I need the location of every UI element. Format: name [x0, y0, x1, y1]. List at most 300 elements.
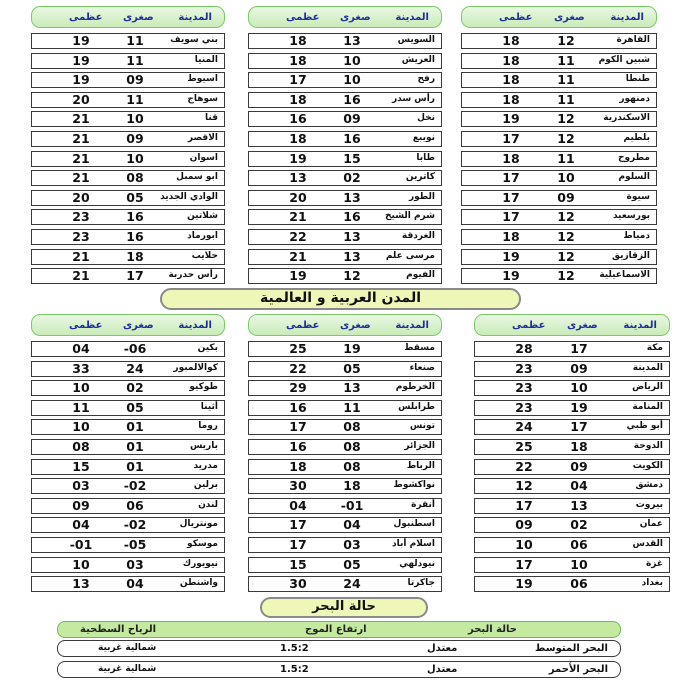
min-temp: 09 [557, 189, 575, 205]
max-temp: 29 [289, 380, 307, 396]
min-temp: 05 [343, 556, 361, 572]
max-temp: 24 [515, 419, 533, 435]
city-name: طرابلس [398, 401, 435, 412]
max-temp: 33 [72, 360, 90, 376]
table-header [31, 314, 225, 336]
table-row [248, 557, 442, 573]
max-temp: 20 [289, 189, 307, 205]
table-row [31, 498, 225, 514]
sea-title: حالة البحر [260, 597, 428, 618]
min-temp: 09 [343, 111, 361, 127]
table-row [31, 419, 225, 435]
min-temp: 02 [570, 517, 588, 533]
city-name: روما [198, 421, 218, 432]
max-temp: 16 [289, 438, 307, 454]
min-temp: 11 [557, 72, 575, 88]
city-name: أبو ظبي [626, 421, 663, 432]
table-row [474, 576, 670, 592]
max-temp: 18 [289, 33, 307, 48]
max-temp: 23 [72, 209, 90, 225]
sea-wind: شمالية غربية [98, 664, 157, 674]
table-row [248, 576, 442, 592]
min-temp: 12 [343, 268, 361, 284]
table-row [31, 229, 225, 245]
max-temp: 12 [515, 478, 533, 494]
table-row [31, 72, 225, 88]
max-temp: 19 [289, 150, 307, 166]
min-temp: 03 [343, 536, 361, 552]
city-name: حلايب [191, 250, 218, 261]
max-temp: 17 [502, 209, 520, 225]
max-temp: 21 [72, 268, 90, 284]
min-temp: 06 [570, 576, 588, 592]
header-city: المدينة [395, 320, 429, 331]
city-name: بغداد [641, 578, 663, 589]
max-temp: 10 [72, 419, 90, 435]
sea-wave: 1.5:2 [280, 643, 309, 654]
sea-row-red-sea [57, 661, 621, 678]
table-row [248, 341, 442, 357]
max-temp: 21 [72, 150, 90, 166]
min-temp: 11 [557, 91, 575, 107]
table-row [461, 170, 657, 186]
min-temp: -05 [123, 536, 147, 552]
city-name: أثينا [200, 401, 218, 412]
min-temp: 24 [343, 576, 361, 592]
sea-row-mediterranean [57, 640, 621, 657]
city-name: الطور [408, 191, 435, 202]
max-temp: 04 [289, 497, 307, 513]
city-name: الزقازيق [611, 250, 650, 261]
header-min: صغرى [554, 12, 585, 23]
header-max: عظمى [286, 320, 320, 331]
max-temp: 13 [72, 576, 90, 592]
min-temp: 10 [126, 150, 144, 166]
table-row [461, 111, 657, 127]
city-name: شبين الكوم [598, 54, 650, 65]
city-name: تونس [409, 421, 435, 432]
city-name: أنقرة [411, 499, 435, 510]
max-temp: 18 [502, 150, 520, 166]
table-row [461, 229, 657, 245]
city-name: بيروت [635, 499, 663, 510]
min-temp: 09 [570, 360, 588, 376]
city-name: ابو سمبل [176, 172, 218, 183]
sea-name: البحر الأحمر [548, 664, 608, 675]
table-row [248, 151, 442, 167]
city-name: اسوان [189, 152, 218, 163]
max-temp: 10 [72, 556, 90, 572]
max-temp: 10 [72, 380, 90, 396]
city-name: دمياط [623, 230, 650, 241]
min-temp: 17 [570, 341, 588, 356]
city-name: اسلام أباد [392, 538, 435, 549]
city-name: بني سويف [170, 35, 218, 45]
min-temp: 13 [343, 248, 361, 264]
max-temp: 18 [502, 72, 520, 88]
city-name: رأس حدربة [168, 270, 218, 281]
max-temp: 15 [289, 556, 307, 572]
table-row [31, 131, 225, 147]
header-min: صغرى [340, 320, 371, 331]
min-temp: 13 [343, 189, 361, 205]
min-temp: 18 [343, 478, 361, 494]
table-row [31, 537, 225, 553]
sea-state: معتدل [427, 664, 458, 675]
sea-header-state: حالة البحر [468, 624, 517, 635]
city-name: شلاتين [187, 211, 218, 222]
city-name: نواكشوط [393, 480, 435, 491]
min-temp: 13 [343, 228, 361, 244]
table-row [461, 92, 657, 108]
table-header [461, 6, 657, 28]
city-name: الخرطوم [395, 382, 435, 393]
max-temp: 17 [502, 130, 520, 146]
city-name: طابا [416, 152, 435, 163]
city-name: المدينة [632, 362, 663, 373]
min-temp: 06 [570, 536, 588, 552]
table-row [474, 380, 670, 396]
max-temp: 19 [502, 248, 520, 264]
city-name: لندن [198, 499, 218, 510]
min-temp: 19 [343, 341, 361, 356]
sea-header-wind: الرياح السطحية [80, 624, 157, 635]
table-row [474, 419, 670, 435]
min-temp: 04 [343, 517, 361, 533]
max-temp: 19 [72, 72, 90, 88]
min-temp: 16 [126, 228, 144, 244]
min-temp: 11 [557, 52, 575, 68]
city-name: قنا [205, 113, 218, 124]
max-temp: 19 [502, 111, 520, 127]
table-row [31, 33, 225, 49]
table-row [248, 190, 442, 206]
city-name: القاهرة [616, 35, 650, 45]
city-name: برلين [193, 480, 218, 491]
min-temp: 10 [126, 111, 144, 127]
max-temp: 23 [515, 399, 533, 415]
sea-wind: شمالية غربية [98, 643, 157, 653]
min-temp: 06 [126, 497, 144, 513]
city-name: الوادي الجديد [160, 191, 218, 202]
max-temp: 19 [515, 576, 533, 592]
city-name: رأس سدر [391, 93, 435, 104]
min-temp: 01 [126, 419, 144, 435]
min-temp: 10 [570, 380, 588, 396]
min-temp: -06 [123, 341, 147, 356]
table-world-middle [248, 314, 442, 596]
sea-header-wave: ارتفاع الموج [305, 624, 367, 635]
city-name: الجزائر [404, 440, 435, 451]
min-temp: 16 [343, 91, 361, 107]
max-temp: 18 [502, 52, 520, 68]
city-name: مكة [646, 343, 663, 353]
table-row [31, 517, 225, 533]
city-name: مونتريال [179, 519, 218, 530]
min-temp: 08 [343, 458, 361, 474]
table-row [31, 249, 225, 265]
sea-header [57, 621, 621, 638]
header-city: المدينة [178, 12, 212, 23]
table-row [248, 268, 442, 284]
city-name: اسيوط [187, 74, 218, 85]
min-temp: 17 [570, 419, 588, 435]
table-world-left [31, 314, 225, 596]
max-temp: 22 [289, 228, 307, 244]
min-temp: 10 [343, 72, 361, 88]
city-name: كوالالمبور [173, 362, 218, 373]
table-egypt-middle [248, 6, 442, 288]
table-header [248, 6, 442, 28]
table-row [248, 209, 442, 225]
header-min: صغرى [340, 12, 371, 23]
table-row [461, 268, 657, 284]
min-temp: 18 [570, 438, 588, 454]
max-temp: 17 [289, 517, 307, 533]
max-temp: 08 [72, 438, 90, 454]
min-temp: -02 [123, 478, 147, 494]
min-temp: 08 [343, 419, 361, 435]
city-name: السويس [397, 35, 435, 45]
min-temp: 12 [557, 130, 575, 146]
min-temp: 16 [343, 130, 361, 146]
city-name: مسقط [404, 343, 435, 353]
city-name: نيويورك [182, 558, 218, 569]
city-name: واشنطن [179, 578, 218, 589]
table-row [31, 209, 225, 225]
max-temp: 16 [289, 399, 307, 415]
table-row [31, 478, 225, 494]
min-temp: 16 [126, 209, 144, 225]
min-temp: -01 [340, 497, 364, 513]
max-temp: 23 [515, 380, 533, 396]
table-row [31, 400, 225, 416]
table-row [248, 361, 442, 377]
city-name: العريش [401, 54, 435, 65]
max-temp: 03 [72, 478, 90, 494]
min-temp: 05 [343, 360, 361, 376]
table-row [248, 498, 442, 514]
city-name: اسطنبول [393, 519, 435, 530]
min-temp: 02 [126, 380, 144, 396]
table-row [31, 151, 225, 167]
max-temp: 21 [72, 130, 90, 146]
max-temp: 18 [289, 458, 307, 474]
min-temp: 12 [557, 228, 575, 244]
header-max: عظمى [512, 320, 546, 331]
city-name: رفح [417, 74, 435, 85]
table-row [31, 576, 225, 592]
max-temp: 30 [289, 576, 307, 592]
max-temp: 10 [515, 536, 533, 552]
min-temp: 11 [557, 150, 575, 166]
table-row [31, 341, 225, 357]
max-temp: 17 [289, 419, 307, 435]
header-min: صغرى [123, 12, 154, 23]
table-row [31, 92, 225, 108]
table-row [461, 190, 657, 206]
table-row [248, 439, 442, 455]
max-temp: 04 [72, 517, 90, 533]
max-temp: 22 [515, 458, 533, 474]
table-row [31, 361, 225, 377]
section-title: المدن العربية و العالمية [160, 288, 521, 310]
min-temp: 12 [557, 209, 575, 225]
min-temp: 11 [343, 399, 361, 415]
table-row [31, 53, 225, 69]
table-row [474, 517, 670, 533]
city-name: الرباط [406, 460, 435, 471]
max-temp: 18 [502, 33, 520, 48]
table-row [474, 537, 670, 553]
table-row [31, 557, 225, 573]
table-row [248, 400, 442, 416]
table-row [248, 517, 442, 533]
table-row [461, 53, 657, 69]
max-temp: 18 [289, 130, 307, 146]
max-temp: 23 [515, 360, 533, 376]
table-row [248, 53, 442, 69]
min-temp: 08 [126, 170, 144, 186]
max-temp: 18 [502, 228, 520, 244]
min-temp: 12 [557, 268, 575, 284]
max-temp: 17 [515, 556, 533, 572]
max-temp: 25 [289, 341, 307, 356]
table-header [31, 6, 225, 28]
table-header [248, 314, 442, 336]
min-temp: 17 [126, 268, 144, 284]
min-temp: 19 [570, 399, 588, 415]
max-temp: 17 [289, 536, 307, 552]
table-row [474, 439, 670, 455]
table-row [461, 131, 657, 147]
city-name: القدس [632, 538, 663, 549]
min-temp: 13 [343, 33, 361, 48]
table-header [474, 314, 670, 336]
header-city: المدينة [178, 320, 212, 331]
max-temp: 21 [72, 248, 90, 264]
table-row [31, 380, 225, 396]
table-row [474, 341, 670, 357]
table-row [474, 498, 670, 514]
table-row [31, 459, 225, 475]
city-name: الاقصر [187, 132, 218, 143]
table-row [248, 249, 442, 265]
city-name: غزة [645, 558, 663, 569]
table-row [474, 557, 670, 573]
max-temp: 19 [502, 268, 520, 284]
table-egypt-right [461, 6, 657, 288]
city-name: شرم الشيخ [385, 211, 435, 222]
table-row [248, 419, 442, 435]
max-temp: 18 [289, 52, 307, 68]
table-row [248, 478, 442, 494]
max-temp: 13 [289, 170, 307, 186]
max-temp: 20 [72, 189, 90, 205]
header-city: المدينة [623, 320, 657, 331]
min-temp: 24 [126, 360, 144, 376]
table-row [248, 72, 442, 88]
city-name: المنيا [194, 54, 218, 65]
city-name: جاكرتا [407, 578, 435, 589]
max-temp: 23 [72, 228, 90, 244]
city-name: مطروح [617, 152, 650, 163]
min-temp: 10 [557, 170, 575, 186]
city-name: الكويت [632, 460, 663, 471]
table-row [474, 459, 670, 475]
city-name: ابورماد [187, 230, 218, 241]
city-name: الغردقة [401, 230, 435, 241]
city-name: الاسماعيلية [599, 270, 650, 281]
table-row [474, 400, 670, 416]
min-temp: 01 [126, 438, 144, 454]
max-temp: 17 [289, 72, 307, 88]
min-temp: 11 [126, 52, 144, 68]
city-name: سيوة [626, 191, 650, 202]
sea-wave: 1.5:2 [280, 664, 309, 675]
max-temp: 30 [289, 478, 307, 494]
min-temp: 11 [126, 91, 144, 107]
min-temp: 05 [126, 189, 144, 205]
table-egypt-left [31, 6, 225, 288]
sea-state: معتدل [427, 643, 458, 654]
max-temp: 20 [72, 91, 90, 107]
max-temp: 21 [72, 170, 90, 186]
city-name: عمان [639, 519, 663, 530]
city-name: الرياض [632, 382, 663, 393]
max-temp: 04 [72, 341, 90, 356]
city-name: مرسى علم [385, 250, 435, 261]
city-name: موسكو [187, 538, 218, 549]
min-temp: 13 [343, 380, 361, 396]
city-name: الاسكندرية [603, 113, 650, 124]
city-name: سوهاج [187, 93, 218, 104]
table-row [31, 268, 225, 284]
max-temp: 15 [72, 458, 90, 474]
max-temp: 18 [502, 91, 520, 107]
table-row [461, 249, 657, 265]
max-temp: 22 [289, 360, 307, 376]
header-max: عظمى [286, 12, 320, 23]
min-temp: 12 [557, 111, 575, 127]
header-city: المدينة [395, 12, 429, 23]
max-temp: 17 [515, 497, 533, 513]
max-temp: 17 [502, 170, 520, 186]
min-temp: 04 [126, 576, 144, 592]
min-temp: 05 [126, 399, 144, 415]
city-name: نيودلهي [399, 558, 435, 569]
min-temp: 03 [126, 556, 144, 572]
min-temp: 13 [570, 497, 588, 513]
table-row [461, 151, 657, 167]
max-temp: 19 [72, 33, 90, 48]
min-temp: 12 [557, 248, 575, 264]
city-name: طوكيو [189, 382, 218, 393]
min-temp: 09 [570, 458, 588, 474]
min-temp: 01 [126, 458, 144, 474]
header-max: عظمى [69, 320, 103, 331]
table-row [248, 33, 442, 49]
city-name: دمنهور [619, 93, 650, 104]
min-temp: -02 [123, 517, 147, 533]
max-temp: 21 [289, 209, 307, 225]
min-temp: 10 [343, 52, 361, 68]
min-temp: 08 [343, 438, 361, 454]
city-name: بلطيم [623, 132, 650, 143]
min-temp: 02 [343, 170, 361, 186]
max-temp: 16 [289, 111, 307, 127]
min-temp: 18 [126, 248, 144, 264]
